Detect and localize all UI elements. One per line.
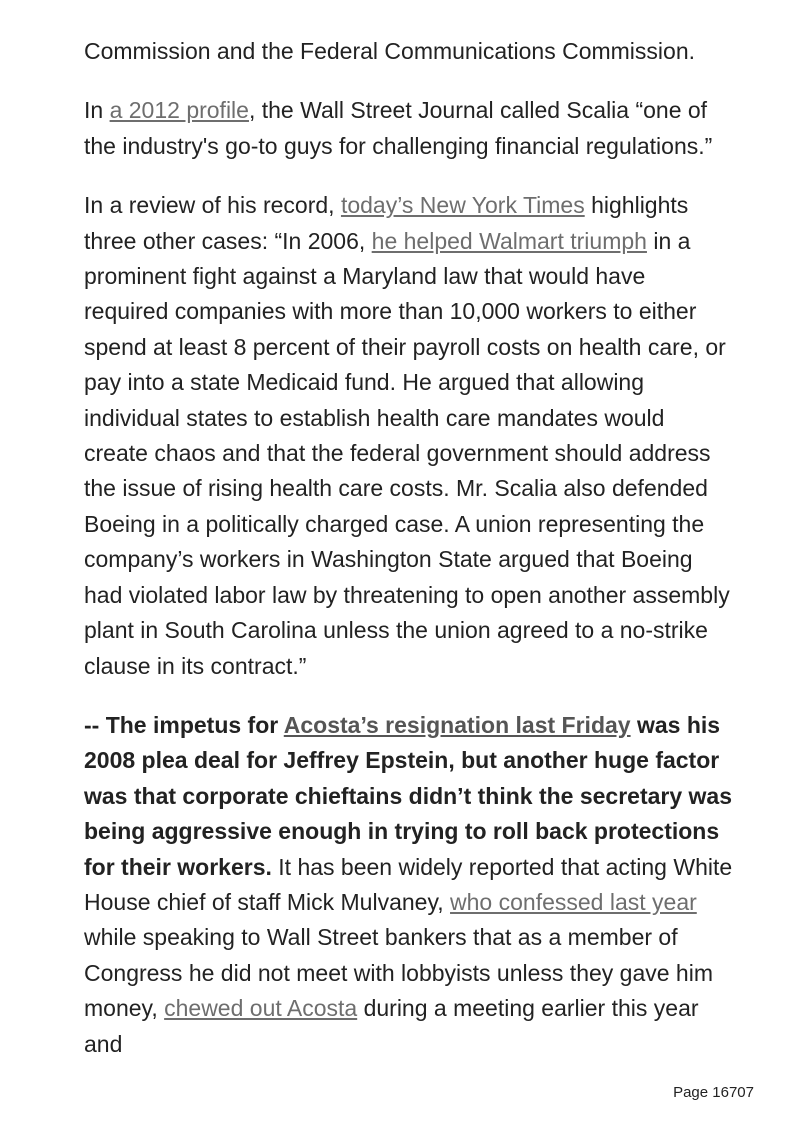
paragraph-text: highlights three other cases: “In 2006, [84,192,689,254]
bold-text: was his 2008 plea deal for Jeffrey Epstein, but another huge factor was that corporate chieftains didn’t think the secretary was being aggressive enough in trying to roll back protections for their workers. [84,711,733,880]
link-chewed-out-acosta[interactable]: chewed out Acosta [164,995,358,1022]
bold-text: -- The impetus for [84,711,284,738]
paragraph-commission [84,34,734,69]
link-nyt[interactable]: today’s New York Times [340,192,585,219]
paragraph-text: , the Wall Street Journal called Scalia “one of the industry's go-to guys for challenging financial regulations.” [84,97,713,159]
link-walmart-triumph[interactable]: he helped Walmart triumph [371,227,647,254]
paragraph-text: during a meeting earlier this year and [84,995,699,1057]
paragraph-wsj-profile [84,93,734,164]
paragraph-text: It has been widely reported that acting White House chief of staff Mick Mulvaney, [84,853,733,915]
article-body [84,34,734,1086]
paragraph-acosta-resignation [84,708,734,1062]
paragraph-text: Commission and the Federal Communications Commission. [84,38,696,64]
paragraph-text: In [84,97,110,124]
paragraph-text: while speaking to Wall Street bankers that as a member of Congress he did not meet with lobbyists unless they gave him money, [84,924,713,1022]
link-acosta-resignation[interactable]: Acosta’s resignation last Friday [283,711,631,738]
paragraph-text: In a review of his record, [84,192,341,219]
page-number: Page 16707 [673,1084,754,1101]
link-2012-profile[interactable]: a 2012 profile [109,97,249,124]
link-confessed-last-year[interactable]: who confessed last year [450,888,697,915]
paragraph-nyt-review [84,188,734,684]
paragraph-text: in a prominent fight against a Maryland law that would have required companies with more than 10,000 workers to either spend at least 8 percent of their payroll costs on health care, or pay into a state Medicaid fund. He argued that allowing individual states to establish health care mandates would create chaos and that the federal government should address the issue of rising health care costs. Mr. Scalia also defended Boeing in a politically charged case. A union representing the company’s workers in Washington State argued that Boeing had violated labor law by threatening to open another assembly plant in South Carolina unless the union agreed to a no-strike clause in its contract.” [84,227,730,679]
